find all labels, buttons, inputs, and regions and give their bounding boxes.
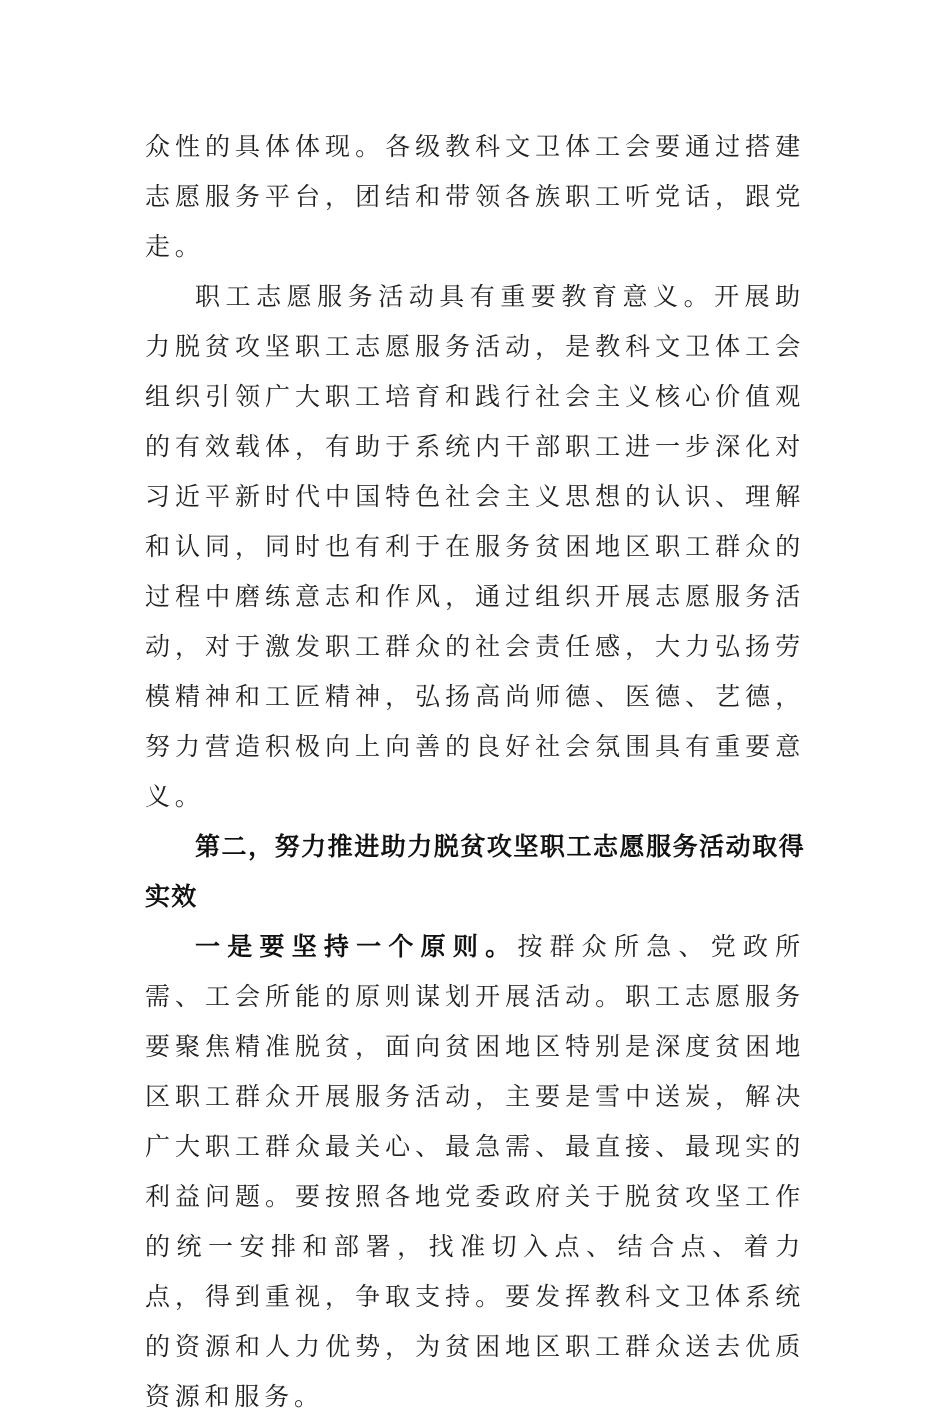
- document-body: [145, 122, 805, 1422]
- paragraph-principle: [145, 922, 805, 1422]
- paragraph-education-significance: 职工志愿服务活动具有重要教育意义。开展助力脱贫攻坚职工志愿服务活动，是教科文卫体工会组织引领广大职工培育和践行社会主义核心价值观的有效载体，有助于系统内干部职工进一步深化对习近平新时代中国特色社会主义思想的认识、理解和认同，同时也有利于在服务贫困地区职工群众的过程中磨练意志和作风，通过组织开展志愿服务活动，对于激发职工群众的社会责任感，大力弘扬劳模精神和工匠精神，弘扬高尚师德、医德、艺德，努力营造积极向上向善的良好社会氛围具有重要意义。: [145, 282, 805, 811]
- paragraph-continuation: 众性的具体体现。各级教科文卫体工会要通过搭建志愿服务平台，团结和带领各族职工听党话，跟党走。: [145, 132, 805, 261]
- principle-lead: 一是要坚持一个原则。: [195, 932, 518, 961]
- principle-text: 按群众所急、党政所需、工会所能的原则谋划开展活动。职工志愿服务要聚焦精准脱贫，面向贫困地区特别是深度贫困地区职工群众开展服务活动，主要是雪中送炭，解决广大职工群众最关心、最急需、最直接、最现实的利益问题。要按照各地党委政府关于脱贫攻坚工作的统一安排和部署，找准切入点、结合点、着力点，得到重视，争取支持。要发挥教科文卫体系统的资源和人力优势，为贫困地区职工群众送去优质资源和服务。: [145, 932, 805, 1411]
- section-heading: 第二，努力推进助力脱贫攻坚职工志愿服务活动取得实效: [145, 832, 805, 911]
